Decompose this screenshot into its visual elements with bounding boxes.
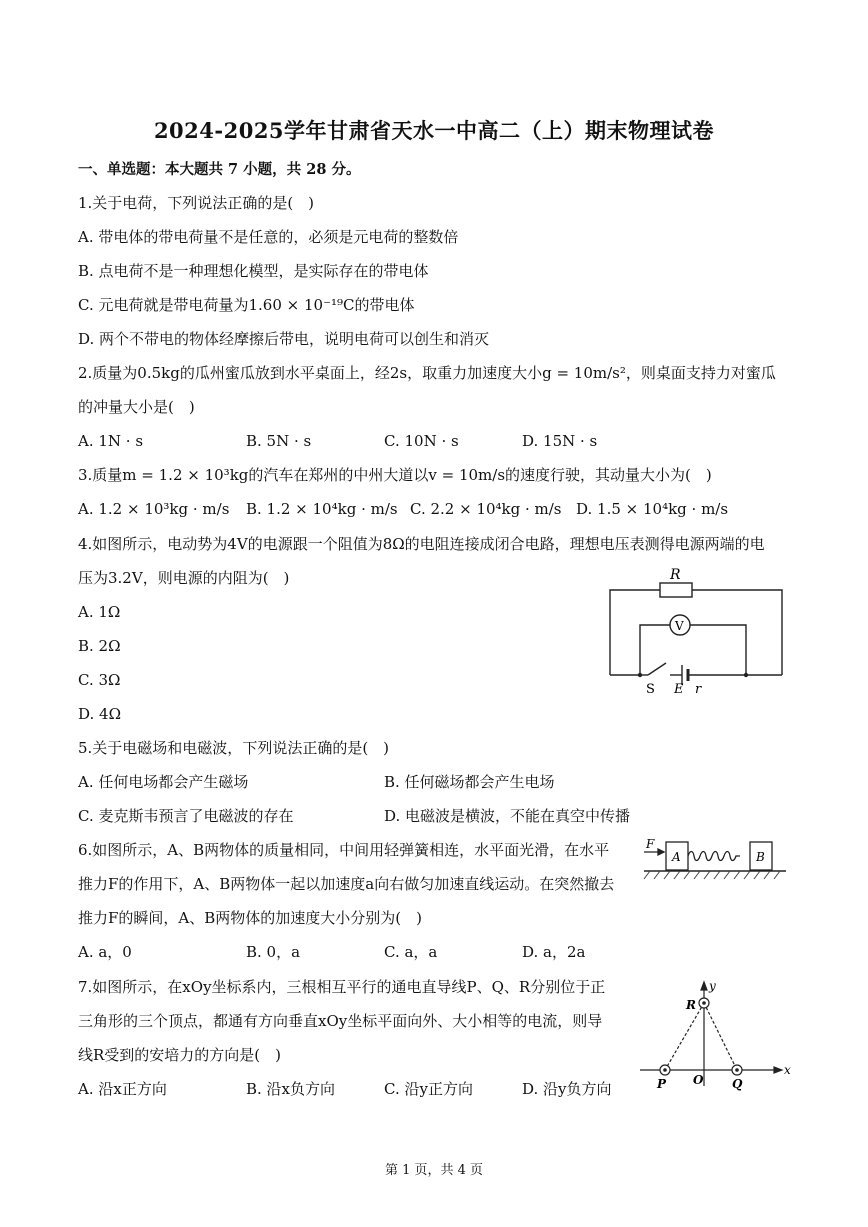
question-4-stem-cont: 压为3.2V，则电源的内阻为( ) [78, 569, 290, 587]
switch-label: S [646, 682, 655, 695]
block-a-label: A [672, 850, 681, 864]
question-6-stem-cont: 推力F的作用下，A、B两物体一起以加速度a向右做匀加速直线运动。在突然撤去 [78, 875, 615, 893]
question-1-option-b: B. 点电荷不是一种理想化模型，是实际存在的带电体 [78, 262, 429, 280]
question-7-option-a: A. 沿x正方向 [78, 1080, 167, 1098]
question-5-option-a: A. 任何电场都会产生磁场 [78, 773, 249, 791]
section-heading: 一、单选题：本大题共 7 小题，共 28 分。 [78, 161, 361, 178]
question-4-stem: 4.如图所示，电动势为4V的电源跟一个阻值为8Ω的电阻连接成闭合电路，理想电压表测得电源两端的电 [78, 535, 765, 553]
question-5-stem: 5.关于电磁场和电磁波，下列说法正确的是( ) [78, 739, 390, 757]
question-7-stem-cont2: 线R受到的安培力的方向是( ) [78, 1046, 281, 1064]
question-6-option-d: D. a，2a [522, 943, 586, 961]
switch-symbol [648, 663, 666, 675]
y-axis-label: y [709, 979, 716, 993]
point-r-label: R [686, 998, 696, 1012]
question-2-option-d: D. 15N · s [522, 432, 598, 450]
spring-blocks-diagram [640, 838, 790, 886]
question-3-option-c: C. 2.2 × 10⁴kg · m/s [410, 500, 562, 518]
question-2-option-a: A. 1N · s [78, 432, 144, 450]
emf-label: E [674, 682, 684, 695]
question-4-option-d: D. 4Ω [78, 705, 122, 723]
point-q-label: Q [732, 1077, 743, 1091]
question-7-option-d: D. 沿y负方向 [522, 1080, 612, 1098]
question-7-option-b: B. 沿x负方向 [246, 1080, 336, 1098]
question-4-option-a: A. 1Ω [78, 603, 121, 621]
triangle-side-rq [704, 1003, 737, 1070]
question-6-stem: 6.如图所示，A、B两物体的质量相同，中间用轻弹簧相连，水平面光滑，在水平 [78, 841, 610, 859]
question-5-option-d: D. 电磁波是横波，不能在真空中传播 [384, 807, 631, 825]
spring-symbol [688, 852, 740, 861]
question-2-stem-cont: 的冲量大小是( ) [78, 398, 195, 416]
question-7-option-c: C. 沿y正方向 [384, 1080, 473, 1098]
question-1-option-c: C. 元电荷就是带电荷量为1.60 × 10⁻¹⁹C的带电体 [78, 296, 415, 314]
page-title: 2024-2025学年甘肃省天水一中高二（上）期末物理试卷 [153, 118, 715, 143]
triangle-side-rp [665, 1003, 704, 1070]
coordinate-diagram [636, 978, 796, 1093]
question-2-stem: 2.质量为0.5kg的瓜州蜜瓜放到水平桌面上，经2s，取重力加速度大小g = 10m/s²，则桌面支持力对蜜瓜 [78, 364, 776, 382]
question-7-stem-cont: 三角形的三个顶点，都通有方向垂直xOy坐标平面向外、大小相等的电流，则导 [78, 1012, 603, 1030]
question-3-stem: 3.质量m = 1.2 × 10³kg的汽车在郑州的中州大道以v = 10m/s的速度行驶，其动量大小为( ) [78, 466, 712, 484]
question-3-option-b: B. 1.2 × 10⁴kg · m/s [246, 500, 398, 518]
page-footer: 第 1 页，共 4 页 [384, 1163, 484, 1178]
question-1-stem: 1.关于电荷，下列说法正确的是( ) [78, 194, 315, 212]
question-3-option-a: A. 1.2 × 10³kg · m/s [78, 500, 230, 518]
question-2-option-b: B. 5N · s [246, 432, 312, 450]
circuit-diagram [600, 565, 800, 695]
question-5-option-b: B. 任何磁场都会产生电场 [384, 773, 555, 791]
internal-resistance-label: r [695, 682, 702, 695]
resistor-symbol [660, 583, 692, 597]
question-5-option-c: C. 麦克斯韦预言了电磁波的存在 [78, 807, 294, 825]
question-3-option-d: D. 1.5 × 10⁴kg · m/s [576, 500, 729, 518]
question-4-option-b: B. 2Ω [78, 637, 121, 655]
question-4-option-c: C. 3Ω [78, 671, 121, 689]
question-6-stem-cont2: 推力F的瞬间，A、B两物体的加速度大小分别为( ) [78, 909, 422, 927]
resistor-label: R [670, 567, 681, 583]
x-axis-label: x [784, 1063, 791, 1077]
question-6-option-a: A. a，0 [78, 943, 132, 961]
point-p-label: P [657, 1077, 667, 1091]
question-2-option-c: C. 10N · s [384, 432, 459, 450]
question-6-option-c: C. a，a [384, 943, 438, 961]
force-label: F [646, 838, 655, 851]
question-1-option-d: D. 两个不带电的物体经摩擦后带电，说明电荷可以创生和消灭 [78, 330, 490, 348]
question-7-stem: 7.如图所示，在xOy坐标系内，三根相互平行的通电直导线P、Q、R分别位于正 [78, 978, 606, 996]
question-1-option-a: A. 带电体的带电荷量不是任意的，必须是元电荷的整数倍 [78, 228, 459, 246]
block-b-label: B [756, 850, 765, 864]
voltmeter-label: V [675, 619, 684, 633]
origin-label: O [693, 1073, 704, 1087]
question-6-option-b: B. 0，a [246, 943, 301, 961]
